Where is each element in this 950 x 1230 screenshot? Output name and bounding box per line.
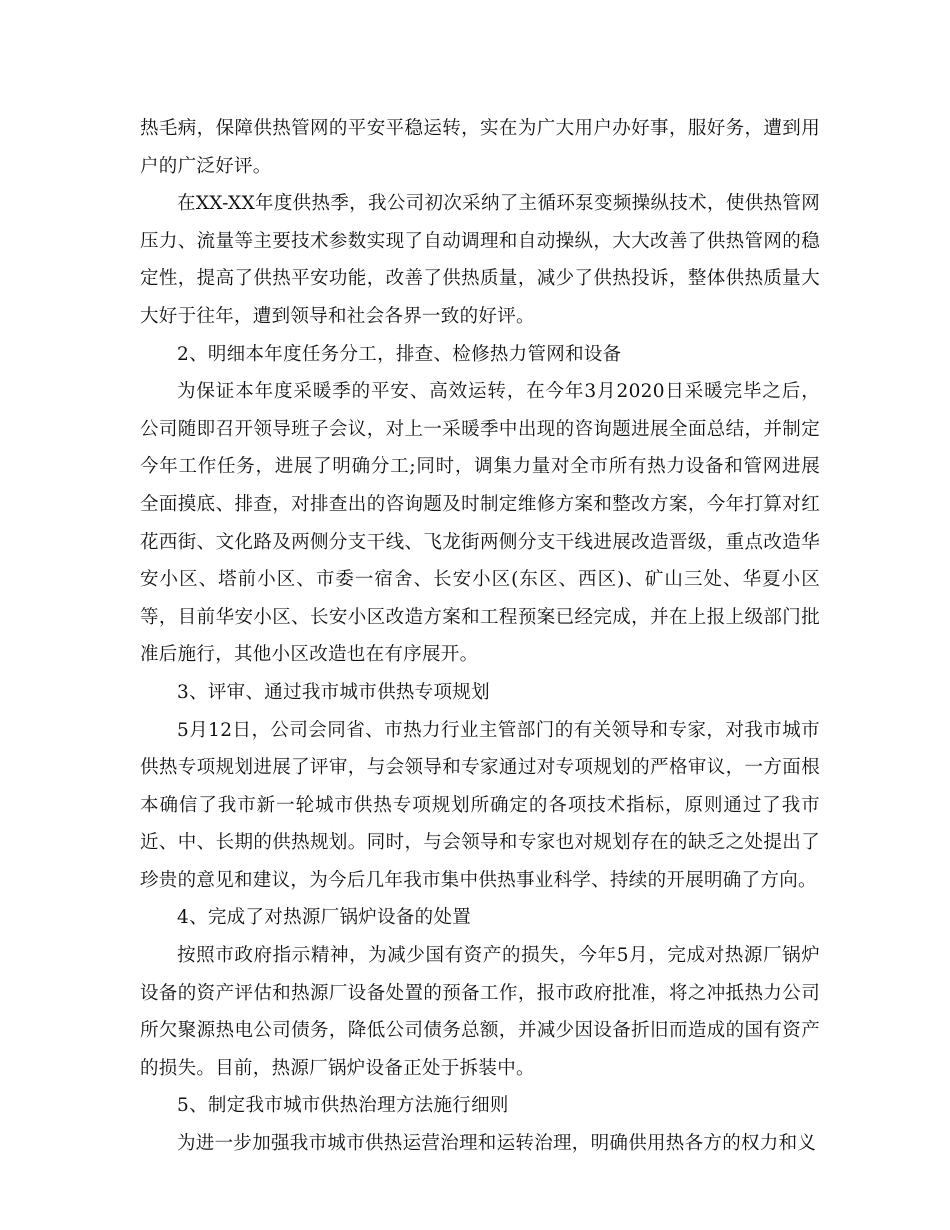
paragraph-continuation: 热毛病，保障供热管网的平安平稳运转，实在为广大用户办好事，服好务，遭到用户的广泛好评。: [140, 118, 820, 177]
document-body: [140, 110, 820, 1163]
paragraph-task-division: 为保证本年度采暖季的平安、高效运转，在今年3月2020日采暖完毕之后，公司随即召开领导班子会议，对上一采暖季中出现的咨询题进展全面总结，并制定今年工作任务，进展了明确分工;同时，调集力量对全市所有热力设备和管网进展全面摸底、排查，对排查出的咨询题及时制定维修方案和整改方案，今年打算对红花西街、文化路及两侧分支干线、飞龙街两侧分支干线进展改造晋级，重点改造华安小区、塔前小区、市委一宿舍、长安小区(东区、西区)、矿山三处、华夏小区等，目前华安小区、长安小区改造方案和工程预案已经完成，并在上报上级部门批准后施行，其他小区改造也在有序展开。: [140, 381, 820, 666]
section-heading-2: 2、明细本年度任务分工，排查、检修热力管网和设备: [177, 343, 622, 365]
section-heading-4: 4、完成了对热源厂锅炉设备的处置: [177, 907, 472, 929]
section-heading-3: 3、评审、通过我市城市供热专项规划: [177, 681, 490, 703]
paragraph-planning-review: 5月12日，公司会同省、市热力行业主管部门的有关领导和专家，对我市城市供热专项规划进展了评审，与会领导和专家通过对专项规划的严格审议，一方面根本确信了我市新一轮城市供热专项规划所确定的各项技术指标，原则通过了我市近、中、长期的供热规划。同时，与会领导和专家也对规划存在的缺乏之处提出了珍贵的意见和建议，为今后几年我市集中供热事业科学、持续的开展明确了方向。: [140, 719, 820, 891]
paragraph-management-rules: 为进一步加强我市城市供热运营治理和运转治理，明确供用热各方的权力和义: [177, 1133, 817, 1155]
paragraph-boiler-disposal: 按照市政府指示精神，为减少国有资产的损失，今年5月，完成对热源厂锅炉设备的资产评估和热源厂设备处置的预备工作，报市政府批准，将之冲抵热力公司所欠聚源热电公司债务，降低公司债务总额，并减少因设备折旧而造成的国有资产的损失。目前，热源厂锅炉设备正处于拆装中。: [140, 945, 820, 1079]
paragraph-frequency-control: 在XX-XX年度供热季，我公司初次采纳了主循环泵变频操纵技术，使供热管网压力、流量等主要技术参数实现了自动调理和自动操纵，大大改善了供热管网的稳定性，提高了供热平安功能，改善了供热质量，减少了供热投诉，整体供热质量大大好于往年，遭到领导和社会各界一致的好评。: [140, 193, 820, 327]
section-heading-5: 5、制定我市城市供热治理方法施行细则: [177, 1095, 509, 1117]
